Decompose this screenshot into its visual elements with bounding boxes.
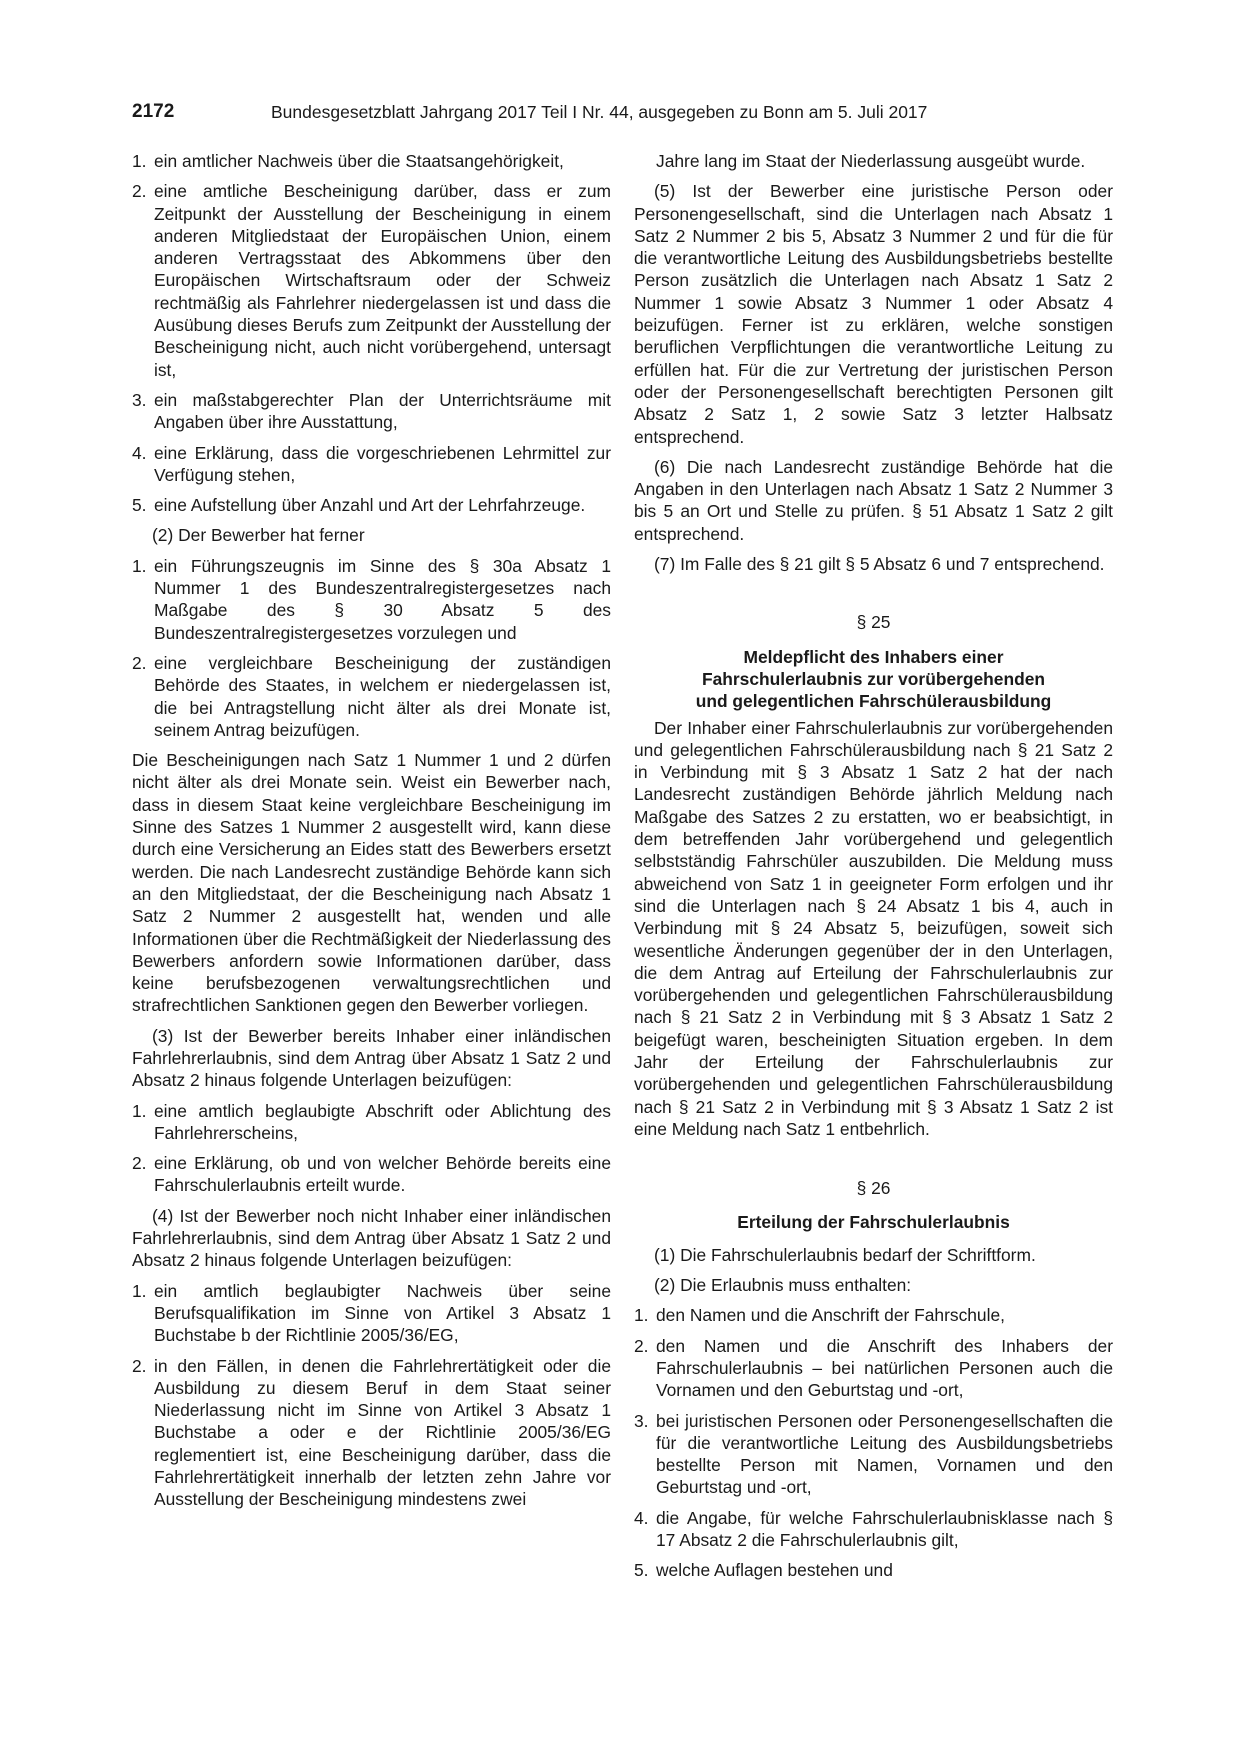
item-number: 1. [132,1100,147,1121]
item-number: 1. [132,151,147,171]
list-item [132,389,611,434]
item-text: eine amtlich beglaubigte Abschrift oder Ablichtung des Fahrlehrerscheins, [154,1100,611,1143]
section-number-26: § 26 [856,1178,891,1199]
item-text: den Namen und die Anschrift des Inhabers der Fahrschulerlaubnis – bei natürlichen Personen auch die Vornamen und den Geburtstag und -ort, [656,1335,1113,1401]
continuation-text: Jahre lang im Staat der Niederlassung ausgeübt wurde. [656,151,1086,171]
list-item [132,1100,611,1145]
item-text: ein amtlich beglaubigter Nachweis über seine Berufsqualifikation im Sinne von Artikel 3 Absatz 1 Buchstabe b der Richtlinie 2005/36/EG, [154,1280,611,1346]
paragraph-4: (4) Ist der Bewerber noch nicht Inhaber einer inländischen Fahrlehrerlaubnis, sind dem Antrag über Absatz 1 Satz 2 und Absatz 2 hinaus folgende Unterlagen beizufügen: [132,1205,611,1271]
paragraph-7: (7) Im Falle des § 21 gilt § 5 Absatz 6 und 7 entsprechend. [654,554,1105,575]
item-text: ein maßstabgerechter Plan der Unterrichtsräume mit Angaben über ihre Ausstattung, [154,389,611,433]
page-header [132,100,1112,124]
list-item [132,494,611,516]
list-item [132,1280,611,1347]
section-26-paragraph-1: (1) Die Fahrschulerlaubnis bedarf der Schriftform. [654,1244,1036,1265]
item-text: eine Erklärung, ob und von welcher Behörde bereits eine Fahrschulerlaubnis erteilt wurde. [154,1153,611,1196]
list-requirements [132,150,611,516]
item-number: 4. [634,1507,649,1528]
list-item [132,1355,611,1511]
running-title: Bundesgesetzblatt Jahrgang 2017 Teil I Nr. 44, ausgegeben zu Bonn am 5. Juli 2017 [271,102,928,122]
item-number: 1. [132,1280,147,1301]
list-paragraph-3 [132,1100,611,1197]
item-number: 5. [634,1560,649,1581]
list-item [132,652,611,741]
item-text: eine Erklärung, dass die vorgeschriebenen Lehrmittel zur Verfügung stehen, [154,442,611,485]
section-title-line: Fahrschulerlaubnis zur vorübergehenden [701,668,1046,689]
section-26-paragraph-2: (2) Die Erlaubnis muss enthalten: [654,1275,912,1296]
right-column [634,150,1113,1590]
list-paragraph-2 [132,555,611,741]
list-item [132,555,611,644]
paragraph-6: (6) Die nach Landesrecht zuständige Behörde hat die Angaben in den Unterlagen nach Absatz 1 Satz 2 Nummer 3 bis 5 an Ort und Stelle zu prüfen. § 51 Absatz 1 Satz 2 gilt entsprechend. [634,456,1113,544]
list-item [132,442,611,487]
section-number-25: § 25 [856,612,891,633]
section-title-line: und gelegentlichen Fahrschülerausbildung [695,691,1052,712]
item-number: 2. [132,1153,147,1174]
section-25-body: Der Inhaber einer Fahrschulerlaubnis zur vorübergehenden und gelegentlichen Fahrschülerausbildung nach § 21 Satz 2 in Verbindung mit § 3 Absatz 1 Satz 2 hat der nach Landesrecht zuständigen Behörde jährlich Meldung nach Maßgabe des Satzes 2 zu erstatten, wo er beabsichtigt, in dem betreffenden Jahr vorübergehend und gelegentlich selbstständig Fahrschüler auszubilden. Die Meldung muss abweichend von Satz 1 in geeigneter Form erfolgen und ihr sind die Unterlagen nach § 24 Absatz 1 bis 4, auch in Verbindung mit § 24 Absatz 5, beizufügen, soweit sich wesentliche Änderungen gegenüber der in den Unterlagen, die dem Antrag auf Erteilung der Fahrschulerlaubnis zur vorübergehenden und gelegentlichen Fahrschülerausbildung nach § 21 Satz 2 in Verbindung mit § 3 Absatz 1 Satz 2 beigefügt waren, bescheinigten Situation ergeben. In dem Jahr der Erteilung der Fahrschulerlaubnis zur vorübergehenden und gelegentlichen Fahrschülerausbildung nach § 21 Satz 2 in Verbindung mit § 3 Absatz 1 Satz 2 ist eine Meldung nach Satz 1 entbehrlich. [634,717,1113,1139]
list-section-26 [634,1304,1113,1581]
item-number: 2. [132,181,147,202]
item-number: 2. [634,1335,649,1356]
item-text: bei juristischen Personen oder Personengesellschaften die für die verantwortliche Leitung des Ausbildungsbetriebs bestellte Person mit Namen, Vornamen und den Geburtstag und -ort, [656,1410,1113,1498]
list-item [132,150,611,172]
section-title-26: Erteilung der Fahrschulerlaubnis [737,1212,1010,1233]
item-number: 1. [634,1305,649,1326]
list-item [132,1152,611,1197]
item-number: 2. [132,652,147,673]
item-text: eine Aufstellung über Anzahl und Art der Lehrfahrzeuge. [154,495,586,516]
paragraph-3: (3) Ist der Bewerber bereits Inhaber einer inländischen Fahrlehrerlaubnis, sind dem Antrag über Absatz 1 Satz 2 und Absatz 2 hinaus folgende Unterlagen beizufügen: [132,1025,611,1091]
list-item [634,1335,1113,1402]
item-number: 1. [132,555,147,576]
item-text: eine vergleichbare Bescheinigung der zuständigen Behörde des Staates, in welchem er niedergelassen ist, die bei Antragstellung nicht älter als drei Monate ist, seinem Antrag beizufügen. [154,652,611,740]
section-title-25 [634,646,1113,713]
item-text: ein Führungszeugnis im Sinne des § 30a Absatz 1 Nummer 1 des Bundeszentralregistergesetzes nach Maßgabe des § 30 Absatz 5 des Bundeszentralregistergesetzes vorzulegen und [154,555,611,643]
page-number: 2172 [132,101,175,122]
list-item [634,1410,1113,1499]
list-item [132,180,611,381]
section-title-line: Meldepflicht des Inhabers einer [743,646,1004,667]
paragraph-2: (2) Der Bewerber hat ferner [152,525,365,546]
list-paragraph-4 [132,1280,611,1511]
item-text: in den Fällen, in denen die Fahrlehrertätigkeit oder die Ausbildung zu diesem Beruf in dem Staat seiner Niederlassung nicht im Sinne von Artikel 3 Absatz 1 Buchstabe a oder e der Richtlinie 2005/36/EG reglementiert ist, eine Bescheinigung darüber, dass die Fahrlehrertätigkeit innerhalb der letzten zehn Jahre vor Ausstellung der Bescheinigung mindestens zwei [154,1355,611,1510]
item-number: 5. [132,495,147,516]
list-item [634,1559,1113,1581]
item-number: 3. [132,389,147,410]
item-number: 2. [132,1355,147,1376]
paragraph-bescheinigungen: Die Bescheinigungen nach Satz 1 Nummer 1 und 2 dürfen nicht älter als drei Monate sein. Weist ein Bewerber nach, dass in diesem Staat keine vergleichbare Bescheinigung im Sinne des Satzes 1 Nummer 2 ausgestellt wird, kann diese durch eine Versicherung an Eides statt des Bewerbers ersetzt werden. Die nach Landesrecht zuständige Behörde kann sich an den Mitgliedstaat, der die Bescheinigung nach Absatz 1 Satz 2 Nummer 2 ausgestellt hat, wenden und alle Informationen über die Rechtmäßigkeit der Niederlassung des Bewerbers anfordern sowie Informationen darüber, dass keine berufsbezogenen verwaltungsrechtlichen und strafrechtlichen Sanktionen gegen den Bewerber vorliegen. [132,750,611,1016]
item-text: die Angabe, für welche Fahrschulerlaubnisklasse nach § 17 Absatz 2 die Fahrschulerlaubnis gilt, [656,1507,1113,1551]
item-text: welche Auflagen bestehen und [656,1560,893,1581]
left-column [132,150,611,1519]
item-text: den Namen und die Anschrift der Fahrschule, [656,1305,1005,1326]
list-item [634,1304,1113,1326]
paragraph-5: (5) Ist der Bewerber eine juristische Person oder Personengesellschaft, sind die Unterlagen nach Absatz 1 Satz 2 Nummer 2 bis 5, Absatz 3 Nummer 2 und für die für die verantwortliche Leitung des Ausbildungsbetriebs bestellte Person zusätzlich die Unterlagen nach Absatz 1 Satz 2 Nummer 1 sowie Absatz 3 Nummer 1 oder Absatz 4 beizufügen. Ferner ist zu erklären, welche sonstigen beruflichen Verpflichtungen die verantwortliche Leitung zu erfüllen hat. Für die zur Vertretung der juristischen Person oder der Personengesellschaft berechtigten Personen gilt Absatz 2 Satz 1, 2 sowie Satz 3 letzter Halbsatz entsprechend. [634,181,1113,447]
item-text: eine amtliche Bescheinigung darüber, dass er zum Zeitpunkt der Ausstellung der Bescheinigung in einem anderen Mitgliedstaat der Europäischen Union, einem anderen Vertragsstaat des Abkommens über den Europäischen Wirtschaftsraum oder der Schweiz rechtmäßig als Fahrlehrer niedergelassen ist und dass die Ausübung dieses Berufs zum Zeitpunkt der Ausstellung der Bescheinigung nicht, auch nicht vorübergehend, untersagt ist, [154,181,611,380]
item-number: 4. [132,442,147,463]
list-item [634,1507,1113,1552]
item-text: ein amtlicher Nachweis über die Staatsangehörigkeit, [154,151,564,171]
item-number: 3. [634,1410,649,1431]
